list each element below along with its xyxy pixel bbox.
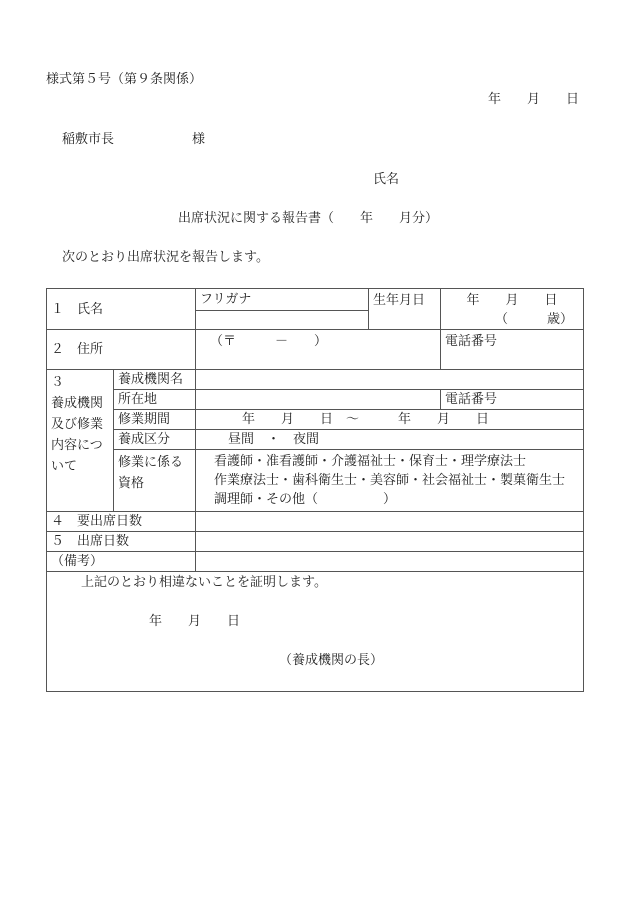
certification-cell (47, 572, 584, 692)
row-period (47, 410, 584, 430)
name-input-area[interactable] (196, 311, 368, 329)
furigana-cell[interactable] (196, 289, 369, 330)
row-remarks (47, 552, 584, 572)
birthdate-label: 生年月日 (369, 289, 441, 330)
certification-signer: （養成機関の長） (279, 653, 384, 668)
row-required-days (47, 512, 584, 532)
category-field[interactable] (196, 430, 584, 450)
row-name (47, 289, 584, 330)
document-title: 出席状況に関する報告書（ 年 月分） (178, 211, 439, 226)
birthdate-field[interactable] (441, 289, 584, 330)
period-field[interactable] (196, 410, 584, 430)
qualification-line-2: 作業療法士・歯科衛生士・美容師・社会福祉士・製菓衛生士 (214, 473, 566, 488)
remarks-label: （備考） (47, 552, 196, 572)
section-3-label (47, 370, 114, 512)
phone-label: 電話番号 (445, 334, 498, 349)
row-category (47, 430, 584, 450)
name-row-label: １ 氏名 (47, 289, 196, 330)
required-days-label: ４ 要出席日数 (47, 512, 196, 532)
furigana-label: フリガナ (196, 290, 368, 311)
category-label: 養成区分 (114, 430, 196, 450)
institution-phone-field[interactable] (441, 390, 584, 410)
location-label: 所在地 (114, 390, 196, 410)
institution-name-field[interactable] (196, 370, 584, 390)
institution-phone-label: 電話番号 (445, 392, 498, 407)
address-row-label: ２ 住所 (47, 330, 196, 370)
phone-field[interactable] (441, 330, 584, 370)
remarks-field[interactable] (196, 552, 584, 572)
required-days-field[interactable] (196, 512, 584, 532)
name-label: 氏名 (373, 172, 400, 187)
location-field[interactable] (196, 390, 441, 410)
row-location (47, 390, 584, 410)
address-field[interactable] (196, 330, 441, 370)
period-value: 年 月 日 ～ 年 月 日 (242, 412, 490, 427)
row-attendance-days (47, 532, 584, 552)
section-3-text: 養成機関及び修業内容について (51, 396, 104, 474)
section-3-number: ３ (51, 375, 65, 390)
row-institution-name (47, 370, 584, 390)
intro-text: 次のとおり出席状況を報告します。 (62, 250, 269, 265)
certification-date[interactable]: 年 月 日 (149, 614, 241, 629)
qualification-line-3: 調理師・その他（ ） (214, 492, 397, 507)
header-date: 年 月 日 (488, 92, 580, 107)
row-address (47, 330, 584, 370)
attendance-days-field[interactable] (196, 532, 584, 552)
period-label: 修業期間 (114, 410, 196, 430)
category-value: 昼間 ・ 夜間 (228, 432, 320, 447)
qualification-field[interactable] (196, 450, 584, 512)
report-form-table (46, 288, 584, 692)
birthdate-value: 年 月 日 (466, 293, 558, 308)
age-value: （ 歳） (495, 312, 574, 327)
qualification-line-1: 看護師・准看護師・介護福祉士・保育士・理学療法士 (214, 454, 527, 469)
addressee: 稲敷市長 様 (62, 132, 206, 147)
row-qualification (47, 450, 584, 512)
qualification-label: 修業に係る資格 (114, 450, 196, 512)
form-number: 様式第５号（第９条関係） (46, 72, 203, 87)
certification-text: 上記のとおり相違ないことを証明します。 (81, 575, 327, 590)
postal-code: （〒 － ） (210, 334, 328, 349)
institution-name-label: 養成機関名 (114, 370, 196, 390)
row-certification (47, 572, 584, 692)
attendance-days-label: ５ 出席日数 (47, 532, 196, 552)
